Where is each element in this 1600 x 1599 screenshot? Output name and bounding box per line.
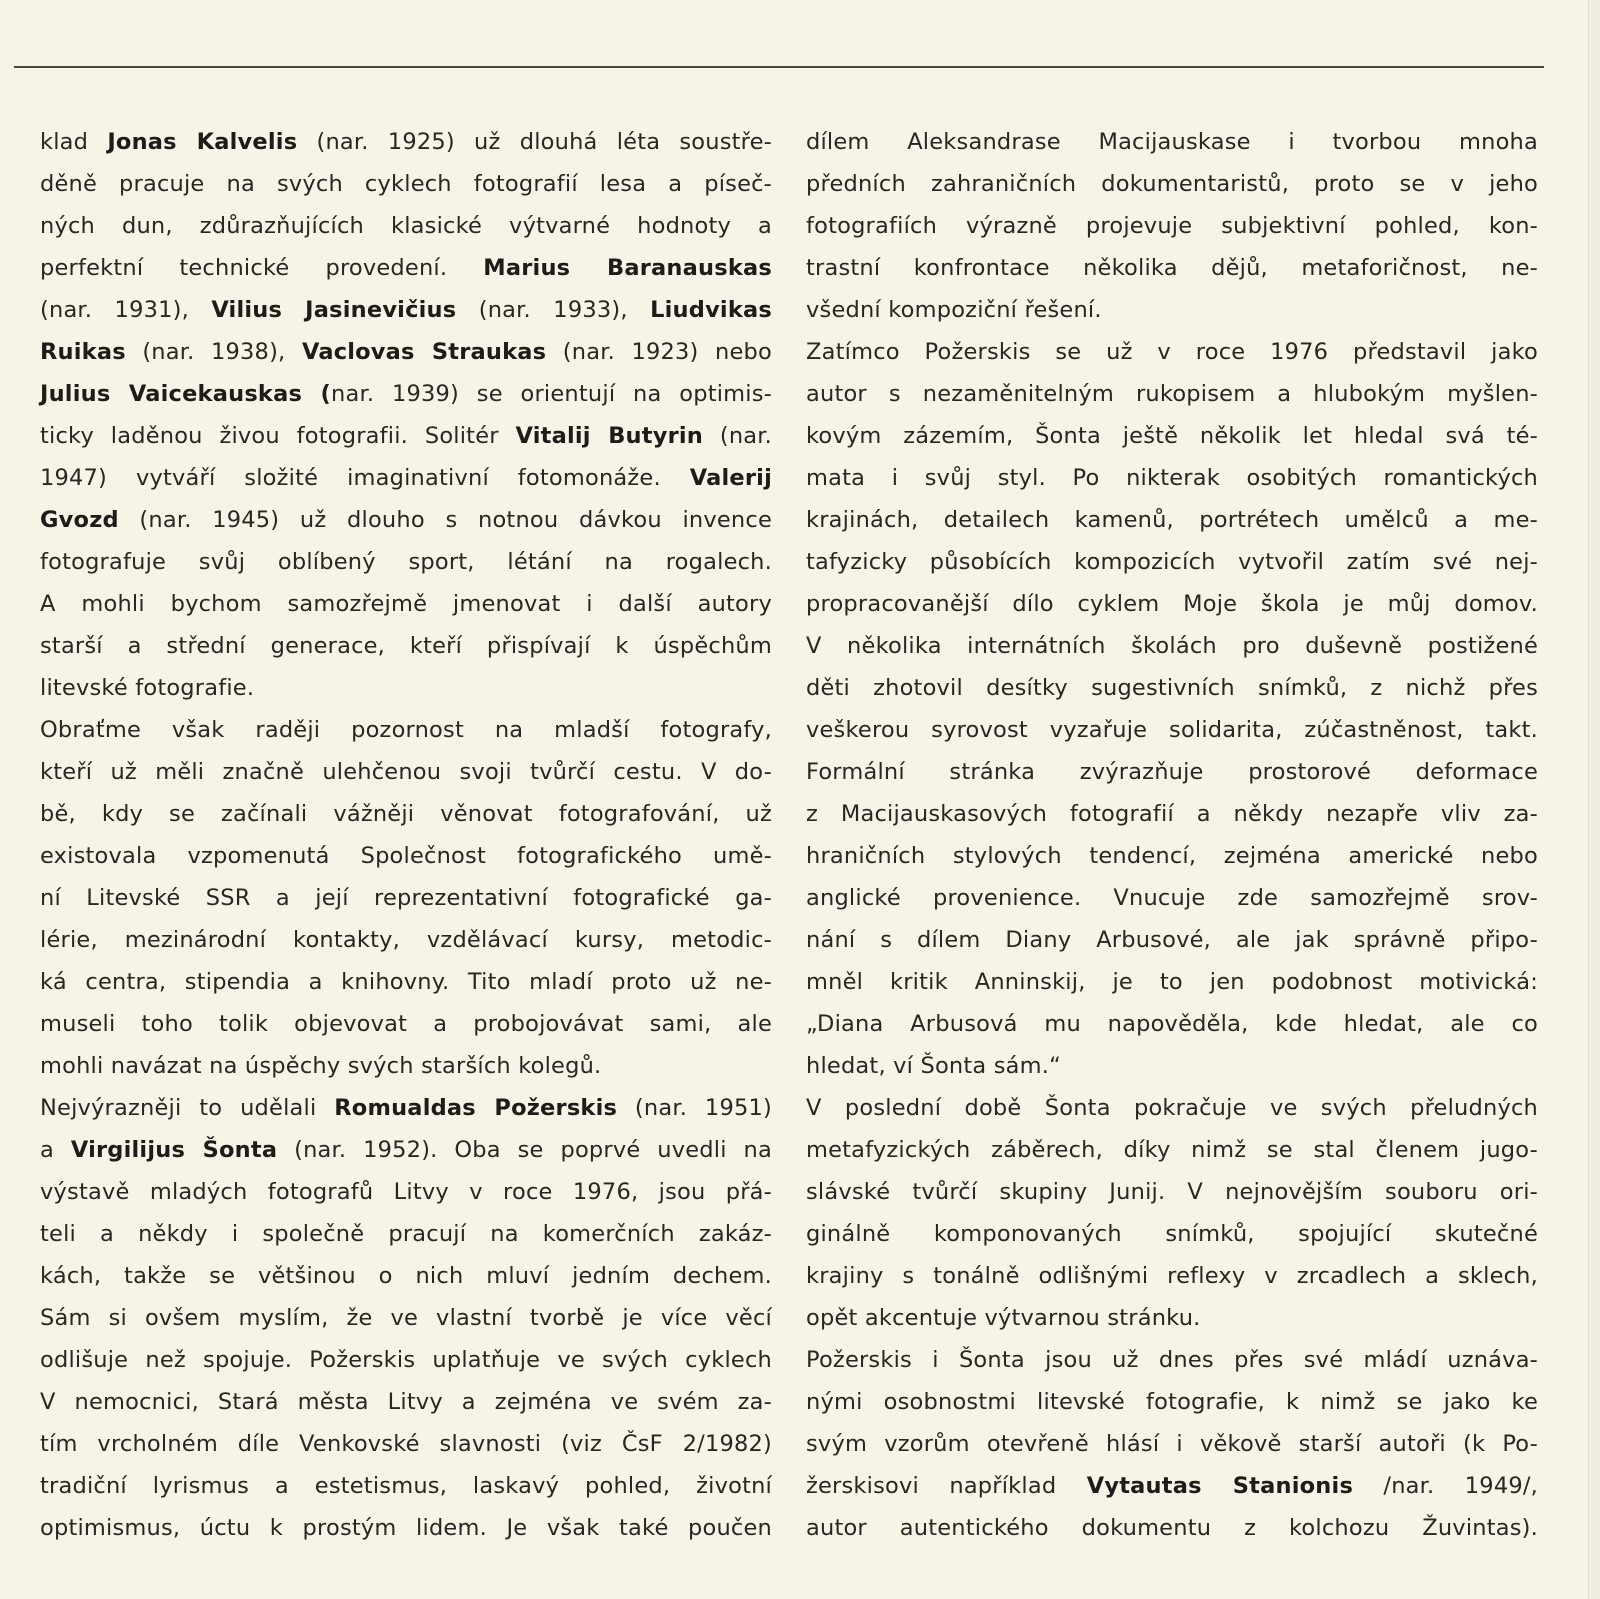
text-line (40, 751, 772, 793)
text-line (40, 1381, 772, 1423)
page-edge (1588, 0, 1600, 1599)
text-line (40, 1297, 772, 1339)
text-run: propracovanější dílo cyklem Moje škola je můj domov. (806, 591, 1538, 617)
text-line (806, 373, 1538, 415)
text-line (806, 541, 1538, 583)
text-run: kteří už měli značně ulehčenou svoji tvůrčí cestu. V do- (40, 759, 772, 785)
text-line (40, 877, 772, 919)
text-run: ných dun, zdůrazňujících klasické výtvarné hodnoty a (40, 213, 772, 239)
text-run: (nar. 1925) už dlouhá léta soustře- (297, 129, 772, 155)
author-name: Liudvikas (650, 297, 772, 323)
author-name: Julius Vaicekauskas ( (40, 381, 331, 407)
author-name: Vitalij Butyrin (515, 423, 704, 449)
text-run: (nar. 1938), (125, 339, 302, 365)
text-run: nar. 1939) se orientují na optimis- (331, 381, 772, 407)
text-run: Požerskis i Šonta jsou už dnes přes své mládí uznáva- (806, 1347, 1538, 1373)
text-line (40, 1507, 772, 1549)
text-line (806, 919, 1538, 961)
text-run: nými osobnostmi litevské fotografie, k nimž se jako ke (806, 1389, 1538, 1415)
text-run: (nar. 1951) (617, 1095, 772, 1121)
text-line (40, 205, 772, 247)
author-name: Valerij (689, 465, 772, 491)
text-line (40, 1003, 772, 1045)
text-line (806, 751, 1538, 793)
text-run: (nar. 1933), (456, 297, 651, 323)
text-line (40, 1129, 772, 1171)
text-run: (nar. 1952). Oba se poprvé uvedli na (277, 1137, 772, 1163)
text-run: Nejvýrazněji to udělali (40, 1095, 335, 1121)
text-line (40, 247, 772, 289)
text-run: ní Litevské SSR a její reprezentativní fotografické ga- (40, 885, 772, 911)
text-line (806, 205, 1538, 247)
text-line (40, 1213, 772, 1255)
text-run: fotografiích výrazně projevuje subjektivní pohled, kon- (806, 213, 1538, 239)
text-run: museli toho tolik objevovat a probojovávat sami, ale (40, 1011, 772, 1037)
text-line (806, 583, 1538, 625)
text-run: autor autentického dokumentu z kolchozu Žuvintas). (806, 1515, 1538, 1541)
text-line (40, 499, 772, 541)
text-run: klad (40, 129, 108, 155)
text-line (40, 1423, 772, 1465)
text-line (40, 457, 772, 499)
text-run: metafyzických záběrech, díky nimž se stal členem jugo- (806, 1137, 1538, 1163)
text-line (40, 541, 772, 583)
text-run: fotografuje svůj oblíbený sport, létání na rogalech. (40, 549, 772, 575)
text-run: dílem Aleksandrase Macijauskase i tvorbou mnoha (806, 129, 1538, 155)
text-line (40, 415, 772, 457)
text-line (806, 1255, 1538, 1297)
text-line (806, 1465, 1538, 1507)
text-line (40, 331, 772, 373)
text-run: krajiny s tonálně odlišnými reflexy v zrcadlech a sklech, (806, 1263, 1538, 1289)
author-name: Romualdas Požerskis (334, 1095, 618, 1121)
author-name: Gvozd (40, 507, 119, 533)
text-run: hledat, ví Šonta sám.“ (806, 1053, 1061, 1079)
text-line (806, 1423, 1538, 1465)
text-run: tafyzicky působících kompozicích vytvořil zatím své nej- (806, 549, 1538, 575)
author-name: Virgilijus Šonta (70, 1137, 278, 1163)
text-run: teli a někdy i společně pracují na komerčních zakáz- (40, 1221, 772, 1247)
text-run: kovým zázemím, Šonta ještě několik let hledal svá té- (806, 423, 1538, 449)
text-line (806, 793, 1538, 835)
text-line (806, 1339, 1538, 1381)
text-run: ká centra, stipendia a knihovny. Tito mladí proto už ne- (40, 969, 772, 995)
text-run: litevské fotografie. (40, 675, 255, 701)
text-line (40, 1339, 772, 1381)
text-line (40, 961, 772, 1003)
text-run: odlišuje než spojuje. Požerskis uplatňuje ve svých cyklech (40, 1347, 772, 1373)
text-line (806, 415, 1538, 457)
text-line (806, 877, 1538, 919)
text-run: autor s nezaměnitelným rukopisem a hlubokým myšlen- (806, 381, 1538, 407)
text-run: starší a střední generace, kteří přispívají k úspěchům (40, 633, 772, 659)
text-run: /nar. 1949/, (1353, 1473, 1538, 1499)
text-line (806, 247, 1538, 289)
text-run: V poslední době Šonta pokračuje ve svých přeludných (806, 1095, 1538, 1121)
text-line (806, 709, 1538, 751)
text-line (806, 961, 1538, 1003)
author-name: Ruikas (40, 339, 126, 365)
text-run: mata i svůj styl. Po nikterak osobitých romantických (806, 465, 1538, 491)
author-name: Vilius Jasinevičius (211, 297, 457, 323)
text-line (40, 1087, 772, 1129)
text-run: všední kompoziční řešení. (806, 297, 1102, 323)
text-line (806, 1381, 1538, 1423)
text-line (806, 457, 1538, 499)
right-text-column (806, 121, 1538, 1549)
text-line (40, 919, 772, 961)
text-line (806, 1213, 1538, 1255)
text-run: Formální stránka zvýrazňuje prostorové deformace (806, 759, 1538, 785)
text-line (40, 835, 772, 877)
text-line (806, 667, 1538, 709)
text-line (40, 1045, 772, 1087)
text-run: (nar. (703, 423, 772, 449)
text-run: ticky laděnou živou fotografii. Solitér (40, 423, 516, 449)
text-run: tradiční lyrismus a estetismus, laskavý pohled, životní (40, 1473, 772, 1499)
text-run: žerskisovi například (806, 1473, 1087, 1499)
text-run: opět akcentuje výtvarnou stránku. (806, 1305, 1201, 1331)
text-run: Sám si ovšem myslím, že ve vlastní tvorbě je více věcí (40, 1305, 772, 1331)
text-run: perfektní technické provedení. (40, 255, 484, 281)
text-run: mněl kritik Anninskij, je to jen podobnost motivická: (806, 969, 1538, 995)
text-line (40, 163, 772, 205)
text-line (40, 1255, 772, 1297)
text-run: 1947) vytváří složité imaginativní fotomonáže. (40, 465, 690, 491)
text-line (40, 709, 772, 751)
text-line (40, 121, 772, 163)
text-line (40, 625, 772, 667)
text-run: existovala vzpomenutá Společnost fotografického umě- (40, 843, 772, 869)
text-run: Zatímco Požerskis se už v roce 1976 představil jako (806, 339, 1538, 365)
text-line (806, 835, 1538, 877)
text-line (806, 1087, 1538, 1129)
text-run: veškerou syrovost vyzařuje solidarita, zúčastněnost, takt. (806, 717, 1538, 743)
text-line (40, 289, 772, 331)
text-run: děně pracuje na svých cyklech fotografií lesa a píseč- (40, 171, 772, 197)
left-text-column (40, 121, 772, 1549)
author-name: Vaclovas Straukas (301, 339, 547, 365)
text-line (806, 1003, 1538, 1045)
text-run: slávské tvůrčí skupiny Junij. V nejnovějším souboru ori- (806, 1179, 1538, 1205)
author-name: Jonas Kalvelis (107, 129, 298, 155)
text-run: Obraťme však raději pozornost na mladší fotografy, (40, 717, 772, 743)
text-line (40, 667, 772, 709)
text-run: předních zahraničních dokumentaristů, proto se v jeho (806, 171, 1538, 197)
text-run: (nar. 1923) nebo (546, 339, 772, 365)
text-run: tím vrcholném díle Venkovské slavnosti (viz ČsF 2/1982) (40, 1431, 772, 1457)
text-line (806, 1045, 1538, 1087)
text-line (806, 499, 1538, 541)
text-run: trastní konfrontace několika dějů, metaforičnost, ne- (806, 255, 1538, 281)
text-run: děti zhotovil desítky sugestivních snímků, z nichž přes (806, 675, 1538, 701)
text-run: hraničních stylových tendencí, zejména americké nebo (806, 843, 1538, 869)
text-line (806, 1507, 1538, 1549)
text-line (40, 793, 772, 835)
text-run: ginálně komponovaných snímků, spojující skutečné (806, 1221, 1538, 1247)
text-line (40, 1465, 772, 1507)
text-run: z Macijauskasových fotografií a někdy nezapře vliv za- (806, 801, 1538, 827)
text-run: mohli navázat na úspěchy svých starších kolegů. (40, 1053, 602, 1079)
text-line (806, 121, 1538, 163)
text-run: optimismus, úctu k prostým lidem. Je však také poučen (40, 1515, 772, 1541)
text-run: nání s dílem Diany Arbusové, ale jak správně připo- (806, 927, 1538, 953)
header-rule (14, 66, 1544, 68)
text-run: „Diana Arbusová mu napověděla, kde hledat, ale co (806, 1011, 1538, 1037)
text-run: V několika internátních školách pro duševně postižené (806, 633, 1538, 659)
text-line (40, 1171, 772, 1213)
text-line (806, 331, 1538, 373)
text-run: výstavě mladých fotografů Litvy v roce 1976, jsou přá- (40, 1179, 772, 1205)
text-run: lérie, mezinárodní kontakty, vzdělávací kursy, metodic- (40, 927, 772, 953)
text-run: (nar. 1931), (40, 297, 212, 323)
text-run: kách, takže se většinou o nich mluví jedním dechem. (40, 1263, 772, 1289)
text-line (806, 289, 1538, 331)
author-name: Vytautas Stanionis (1086, 1473, 1354, 1499)
text-run: A mohli bychom samozřejmě jmenovat i další autory (40, 591, 772, 617)
text-line (806, 1129, 1538, 1171)
text-run: a (40, 1137, 71, 1163)
text-line (40, 373, 772, 415)
text-run: (nar. 1945) už dlouho s notnou dávkou invence (118, 507, 772, 533)
text-run: svým vzorům otevřeně hlásí i věkově starší autoři (k Po- (806, 1431, 1538, 1457)
text-line (806, 625, 1538, 667)
text-line (806, 1171, 1538, 1213)
text-line (806, 1297, 1538, 1339)
text-run: bě, kdy se začínali vážněji věnovat fotografování, už (40, 801, 772, 827)
text-line (806, 163, 1538, 205)
text-line (40, 583, 772, 625)
author-name: Marius Baranauskas (483, 255, 772, 281)
text-run: anglické provenience. Vnucuje zde samozřejmě srov- (806, 885, 1538, 911)
text-run: V nemocnici, Stará města Litvy a zejména ve svém za- (40, 1389, 772, 1415)
text-run: krajinách, detailech kamenů, portrétech umělců a me- (806, 507, 1538, 533)
